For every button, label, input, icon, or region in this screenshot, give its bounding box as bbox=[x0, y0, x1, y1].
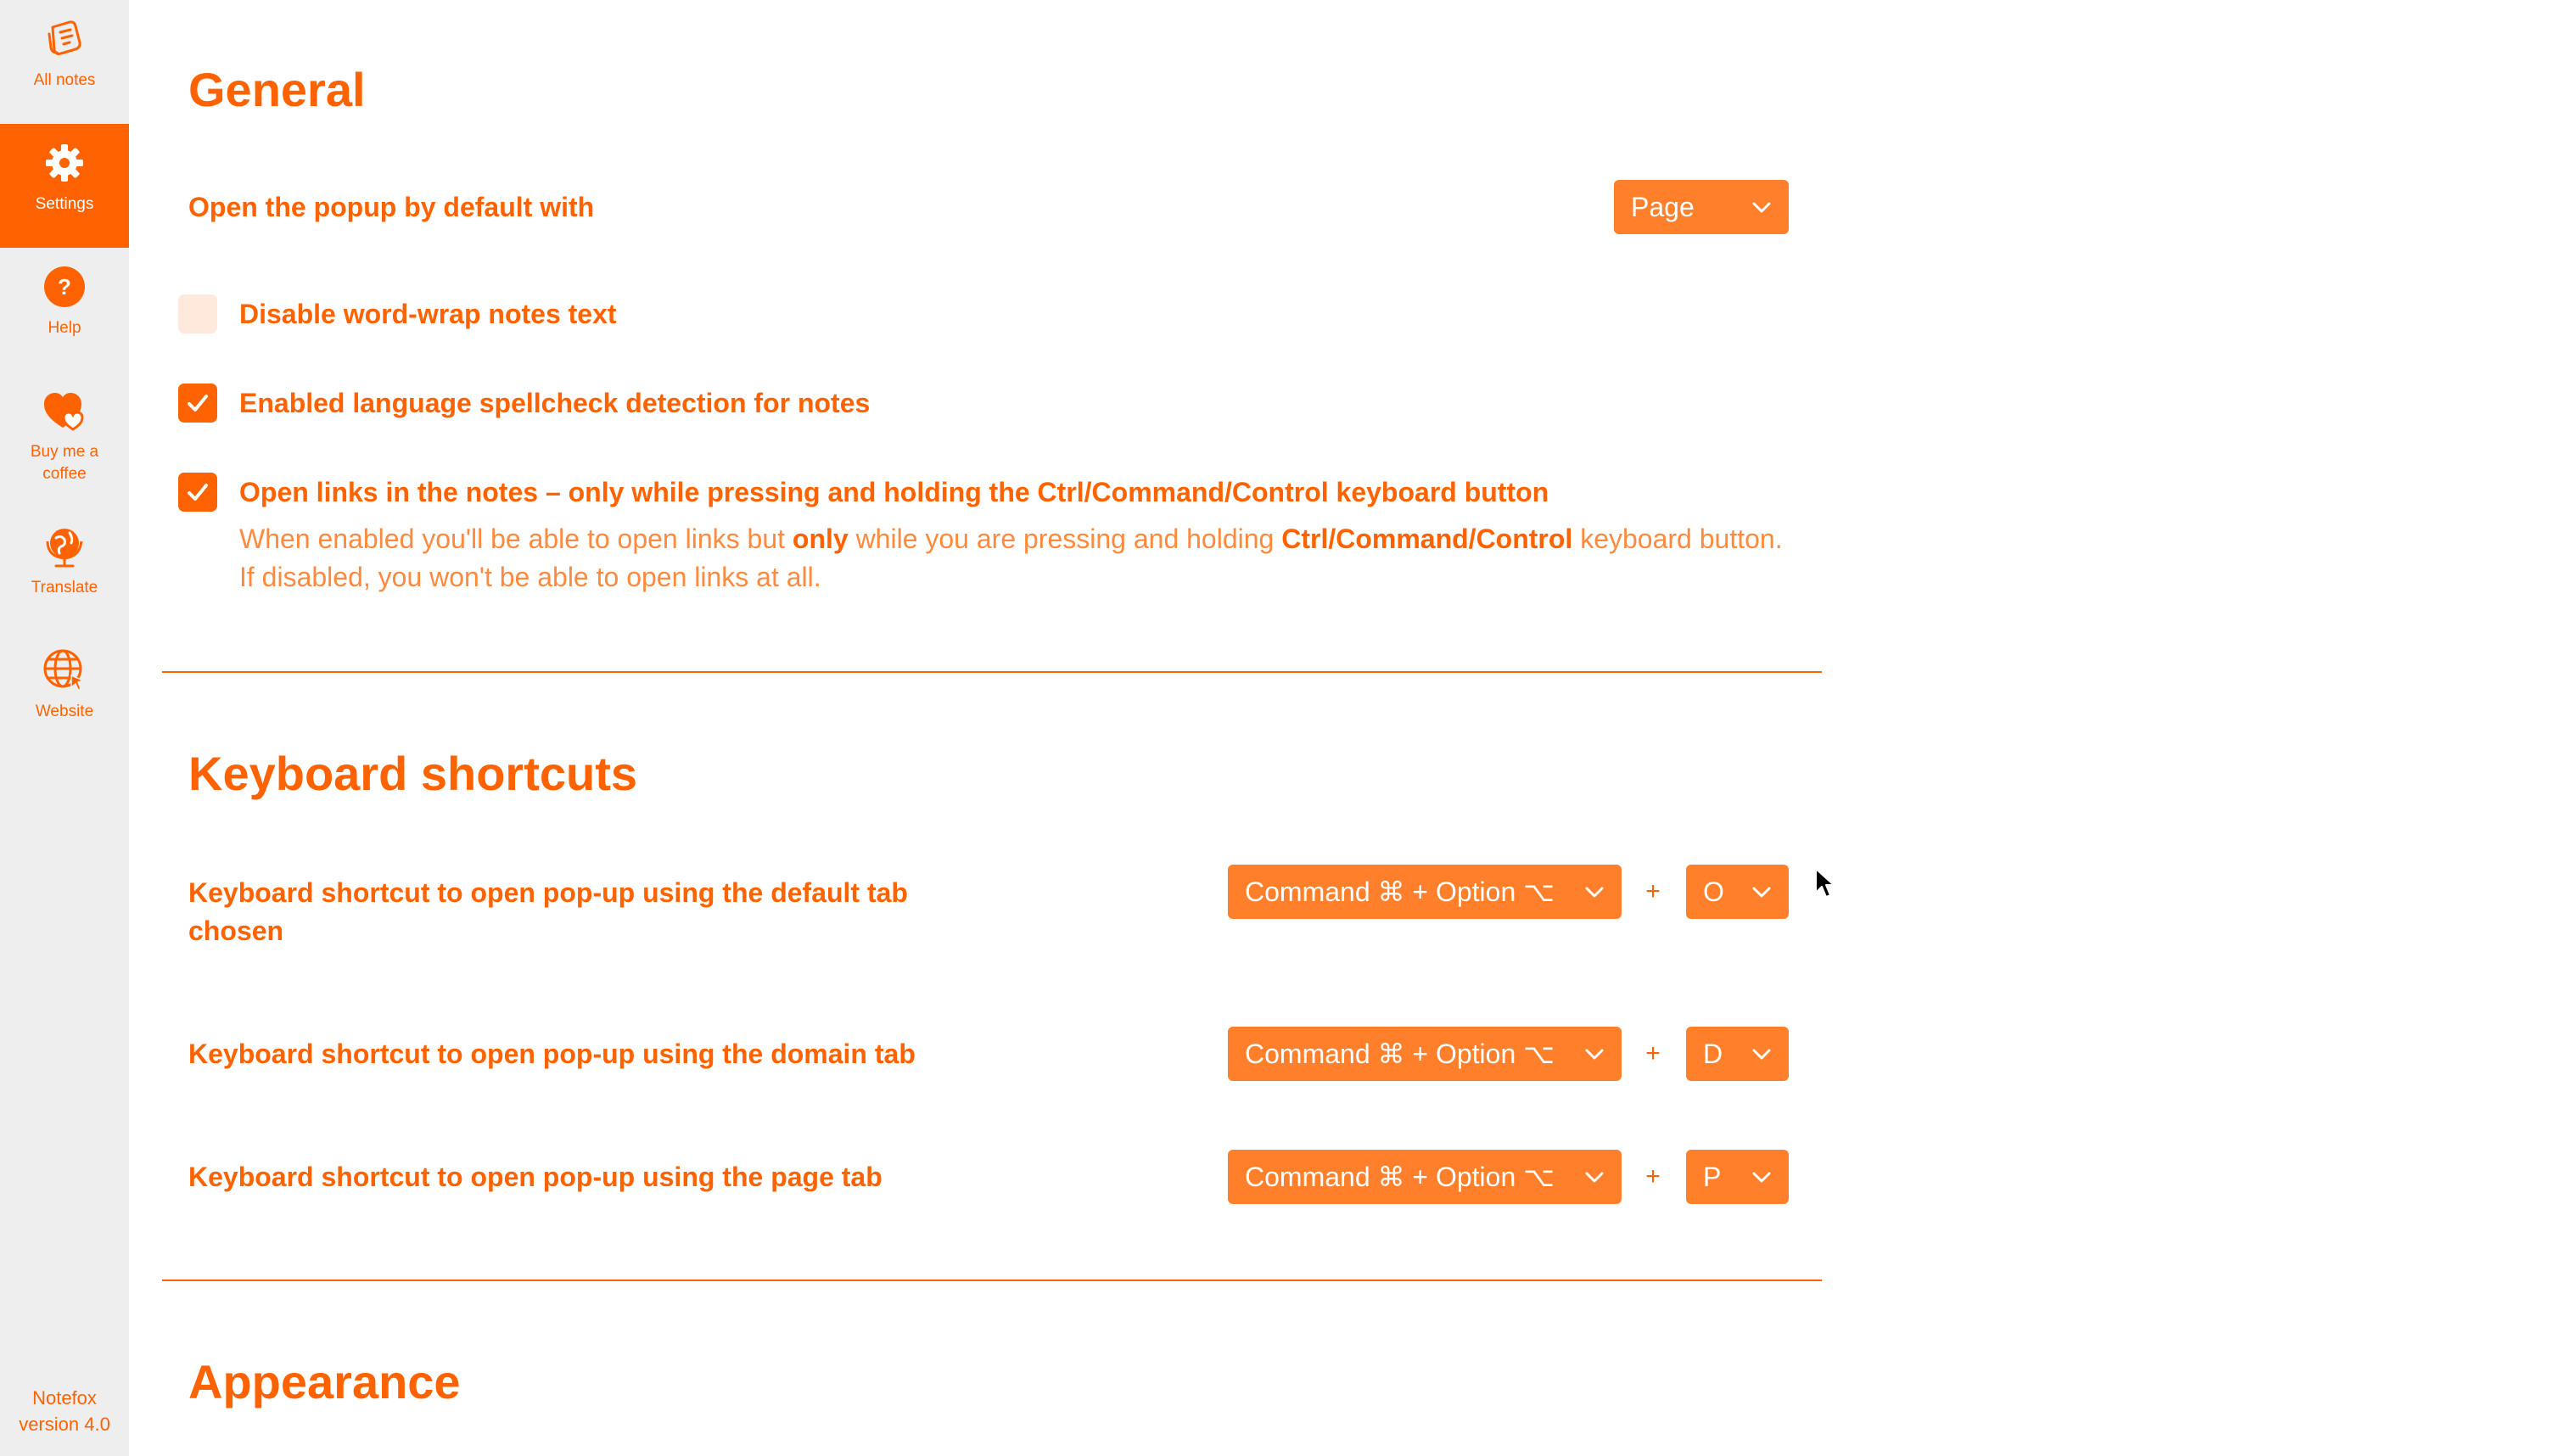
sidebar-item-label: Settings bbox=[35, 195, 94, 213]
chevron-down-icon bbox=[1750, 195, 1773, 219]
version-label: version 4.0 bbox=[19, 1414, 110, 1435]
shortcut-domain-label: Keyboard shortcut to open pop-up using the domain tab bbox=[188, 1039, 916, 1069]
chevron-down-icon bbox=[1583, 1042, 1606, 1066]
sidebar-item-label bbox=[31, 441, 98, 485]
section-divider bbox=[162, 1280, 1822, 1281]
popup-default-label: Open the popup by default with bbox=[188, 192, 595, 222]
svg-text:?: ? bbox=[58, 274, 71, 300]
sidebar-item-label-line2: coffee bbox=[42, 465, 87, 483]
plus-sign: + bbox=[1645, 1162, 1661, 1190]
key-value: O bbox=[1703, 876, 1724, 907]
chevron-down-icon bbox=[1583, 1165, 1606, 1189]
shortcut-page-modifier-select[interactable] bbox=[1228, 1150, 1622, 1204]
app-version bbox=[0, 1385, 129, 1437]
sidebar bbox=[0, 0, 129, 1456]
popup-default-value: Page bbox=[1631, 191, 1695, 222]
desc-bold: only bbox=[792, 524, 849, 554]
sidebar-item-label: Help bbox=[48, 319, 81, 337]
desc-text: while you are pressing and holding bbox=[848, 524, 1282, 554]
shortcut-domain-key-select[interactable] bbox=[1686, 1027, 1789, 1081]
word-wrap-checkbox[interactable] bbox=[178, 294, 217, 333]
sidebar-item-settings[interactable] bbox=[0, 124, 129, 248]
shortcut-page-key-select[interactable] bbox=[1686, 1150, 1789, 1204]
chevron-down-icon bbox=[1583, 880, 1606, 904]
plus-sign: + bbox=[1645, 1039, 1661, 1067]
plus-sign: + bbox=[1645, 877, 1661, 905]
globe-icon bbox=[41, 647, 88, 694]
mouse-cursor-icon bbox=[1814, 867, 1836, 901]
translate-globe-icon bbox=[41, 523, 88, 570]
sidebar-item-label: Website bbox=[35, 703, 94, 720]
open-links-checkbox[interactable] bbox=[178, 473, 217, 512]
heart-icon bbox=[41, 387, 88, 434]
gear-icon bbox=[41, 139, 88, 187]
chevron-down-icon bbox=[1750, 880, 1773, 904]
app-name: Notefox bbox=[32, 1387, 97, 1408]
spellcheck-label: Enabled language spellcheck detection for notes bbox=[239, 388, 871, 418]
modifier-value: Command ⌘ + Option ⌥ bbox=[1245, 1039, 1555, 1069]
shortcut-default-modifier-select[interactable] bbox=[1228, 865, 1622, 919]
checkmark-icon bbox=[186, 391, 210, 415]
sidebar-item-translate[interactable] bbox=[0, 507, 129, 631]
sidebar-item-label: All notes bbox=[33, 71, 96, 89]
shortcut-default-label: Keyboard shortcut to open pop-up using the default tab chosen bbox=[188, 877, 908, 946]
chevron-down-icon bbox=[1750, 1165, 1773, 1189]
desc-text: When enabled you'll be able to open links but bbox=[239, 524, 793, 554]
open-links-label: Open links in the notes – only while pressing and holding the Ctrl/Command/Control keyboard button bbox=[239, 477, 1549, 507]
key-value: P bbox=[1703, 1161, 1722, 1192]
sidebar-item-all-notes[interactable] bbox=[0, 0, 129, 124]
modifier-value: Command ⌘ + Option ⌥ bbox=[1245, 876, 1555, 907]
shortcut-page-label: Keyboard shortcut to open pop-up using the page tab bbox=[188, 1162, 882, 1192]
sidebar-item-label: Translate bbox=[31, 579, 98, 596]
modifier-value: Command ⌘ + Option ⌥ bbox=[1245, 1162, 1555, 1192]
section-divider bbox=[162, 671, 1822, 673]
chevron-down-icon bbox=[1750, 1042, 1773, 1066]
shortcut-default-key-select[interactable] bbox=[1686, 865, 1789, 919]
section-title-appearance: Appearance bbox=[188, 1355, 461, 1408]
desc-bold: Ctrl/Command/Control bbox=[1281, 524, 1573, 554]
spellcheck-checkbox[interactable] bbox=[178, 384, 217, 423]
section-title-general: General bbox=[188, 63, 366, 116]
popup-default-select[interactable] bbox=[1614, 180, 1789, 234]
section-title-shortcuts: Keyboard shortcuts bbox=[188, 747, 637, 800]
shortcut-domain-modifier-select[interactable] bbox=[1228, 1027, 1622, 1081]
sidebar-item-help[interactable] bbox=[0, 248, 129, 372]
desc-text: keyboard button. If disabled, you won't be able to open links at all. bbox=[239, 524, 1783, 592]
key-value: D bbox=[1703, 1038, 1723, 1069]
notes-icon bbox=[41, 15, 88, 63]
sidebar-item-buy-me-a-coffee[interactable] bbox=[0, 372, 129, 507]
open-links-description bbox=[239, 520, 1784, 596]
help-icon bbox=[41, 263, 88, 311]
sidebar-item-website[interactable] bbox=[0, 631, 129, 755]
checkmark-icon bbox=[186, 480, 210, 504]
sidebar-item-label-line1: Buy me a bbox=[30, 443, 99, 461]
word-wrap-label: Disable word-wrap notes text bbox=[239, 299, 617, 329]
